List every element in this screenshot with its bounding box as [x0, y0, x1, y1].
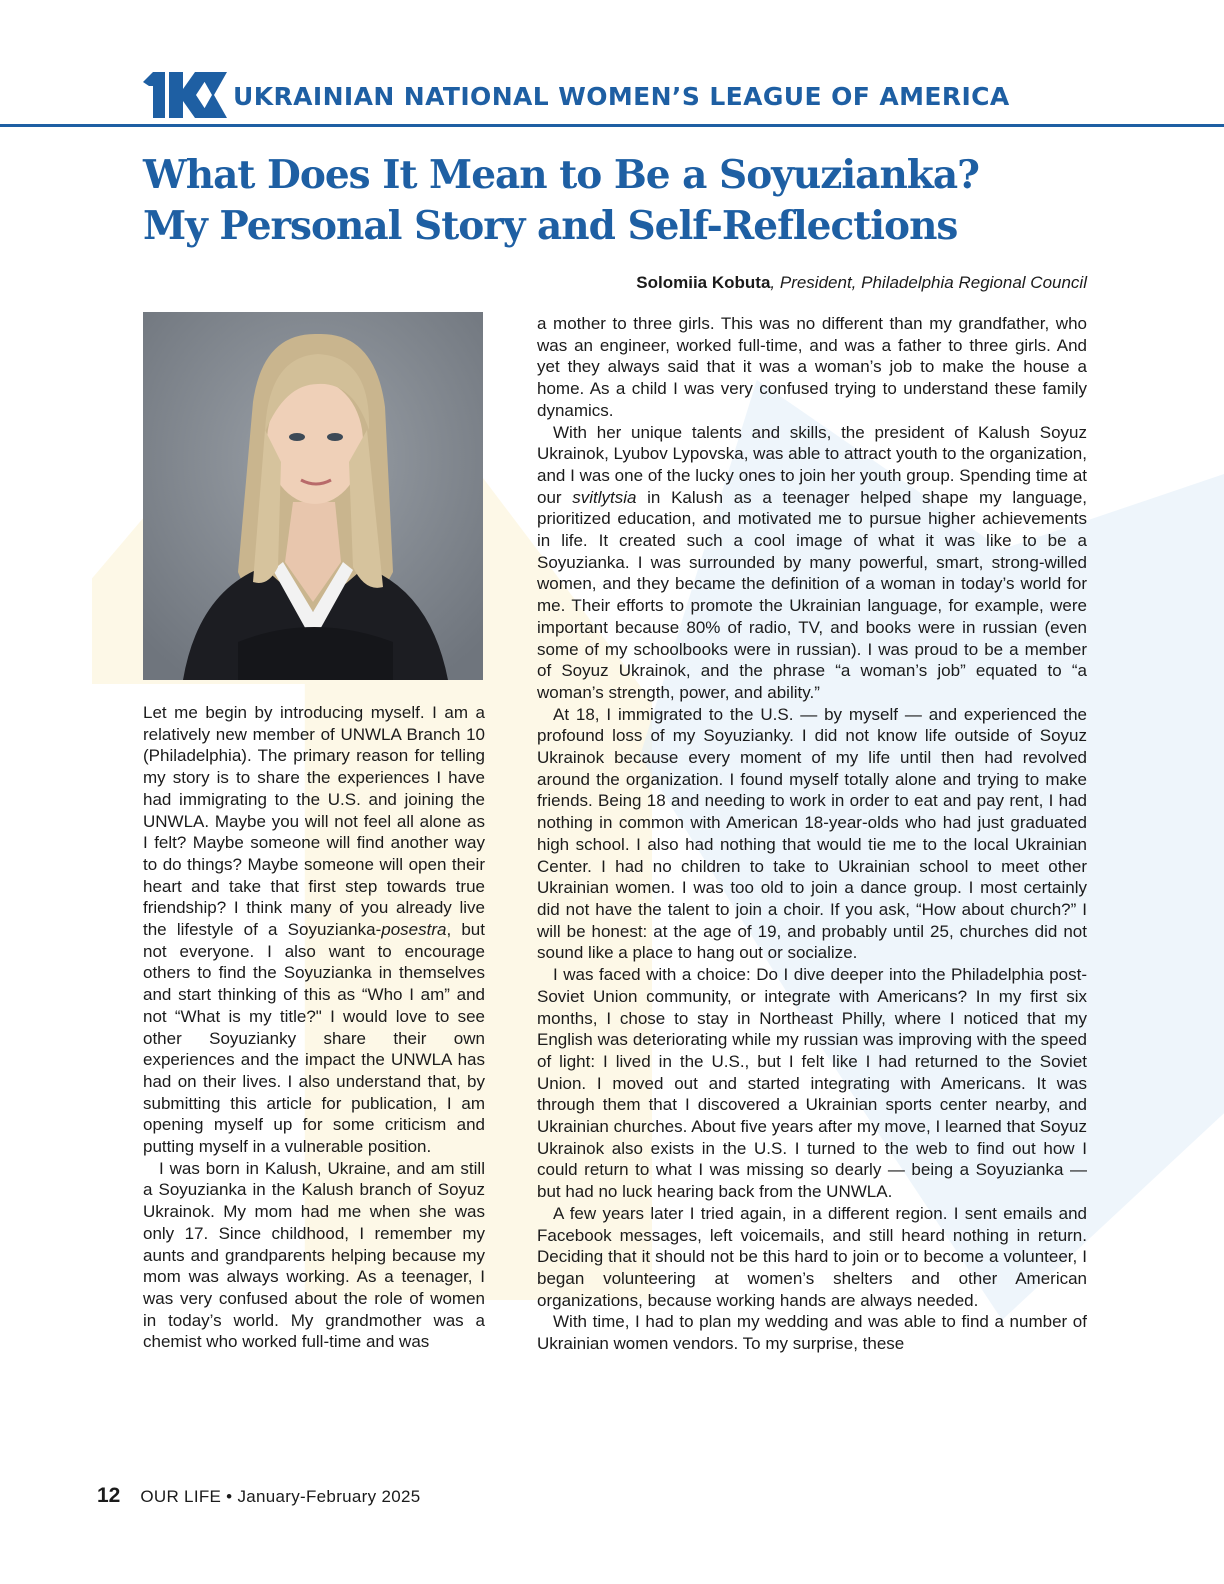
portrait-illustration [143, 312, 483, 680]
text-run: in Kalush as a teenager helped shape my language, prioritized education, and motivated me to pursue higher achievements in life. It created such a cool image of what it was like to be a Soyuzianka. I was surrounded by many powerful, smart, strong-willed women, and they became the definition of a woman in today’s world for me. Their efforts to promote the Ukrainian language, for example, were important because 80% of radio, TV, and books were in russian (even some of my schoolbooks were in russian). I was proud to be a member of Soyuz Ukrainok, and the phrase “a woman’s job” equated to “a woman’s strength, power, and ability.” [537, 487, 1088, 702]
author-role: , President, Philadelphia Regional Council [770, 273, 1087, 292]
page-footer [97, 1484, 420, 1508]
emphasis: posestra [381, 920, 447, 940]
unwla-logo-icon [143, 72, 227, 118]
emphasis: svitlytsia [572, 487, 637, 507]
article-title [143, 150, 1103, 252]
text-run: Let me begin by introducing myself. I am a relatively new member of UNWLA Branch 10 (Philadelphia). The primary reason for telling my story is to share the experiences I have had immigrating to the U.S. and joining the UNWLA. Maybe you will not feel all alone as I felt? Maybe someone will find another way to do things? Maybe someone will open their heart and take that first step towards true friendship? I think many of you already live the lifestyle of a Soyuzianka- [143, 703, 485, 940]
header-divider [0, 124, 1224, 127]
right-column [537, 313, 1087, 1355]
title-line-2: My Personal Story and Self-Reflections [143, 203, 958, 249]
author-portrait-photo [143, 312, 483, 680]
publication-info: OUR LIFE • January-February 2025 [140, 1487, 421, 1506]
author-name: Solomiia Kobuta [636, 273, 771, 292]
organization-name: UKRAINIAN NATIONAL WOMEN’S LEAGUE OF AMERICA [233, 82, 1010, 111]
paragraph: With time, I had to plan my wedding and was able to find a number of Ukrainian women vendors. To my surprise, these [537, 1312, 1087, 1354]
paragraph: a mother to three girls. This was no different than my grandfather, who was an engineer, worked full-time, and was a father to three girls. And yet they always said that it was a woman’s job to make the house a home. As a child I was very confused trying to understand these family dynamics. [537, 314, 1087, 420]
left-column [143, 702, 485, 1353]
masthead [0, 68, 1224, 128]
paragraph: I was faced with a choice: Do I dive deeper into the Philadelphia post-Soviet Union community, or integrate with Americans? In my first six months, I chose to stay in Northeast Philly, where I noticed that my English was deteriorating while my russian was improving with the speed of light: I lived in the U.S., but I felt like I had returned to the Soviet Union. I moved out and started integrating with Americans. It was through them that I discovered a Ukrainian sports center nearby, and Ukrainian churches. About five years after my move, I learned that Soyuz Ukrainok also exists in the U.S. I turned to the web to find out how I could return to what I was missing so dearly — being a Soyuzianka — but had no luck hearing back from the UNWLA. [537, 965, 1087, 1202]
text-run: With her unique talents and skills, the president of Kalush Soyuz Ukrainok, Lyubov Lypovska, was able to attract youth to the organization, and I was one of the lucky ones to join her youth group. Spending time at our [537, 422, 1087, 507]
paragraph: A few years later I tried again, in a different region. I sent emails and Facebook messages, left voicemails, and still heard nothing in return. Deciding that it should not be this hard to join or to become a volunteer, I began volunteering at women’s shelters and other American organizations, because working hands are always needed. [537, 1203, 1087, 1310]
title-line-1: What Does It Mean to Be a Soyuzianka? [143, 152, 979, 198]
paragraph: I was born in Kalush, Ukraine, and am still a Soyuzianka in the Kalush branch of Soyuz Ukrainok. My mom had me when she was only 17. Since childhood, I remember my aunts and grandparents helping because my mom was always working. As a teenager, I was very confused about the role of women in today’s world. My grandmother was a chemist who worked full-time and was [143, 1158, 485, 1352]
text-run: , but not everyone. I also want to encourage others to find the Soyuzianka in themselves and start thinking of this as “Who I am” and not “What is my title?" I would love to see other Soyuzianky share their own experiences and the impact the UNWLA has had on their lives. I also understand that, by submitting this article for publication, I am opening myself up for some criticism and putting myself in a vulnerable position. [143, 920, 485, 1157]
paragraph [143, 702, 485, 1158]
byline [636, 273, 1087, 293]
page-number: 12 [97, 1484, 121, 1507]
paragraph: At 18, I immigrated to the U.S. — by myself — and experienced the profound loss of my Soyuzianky. I did not know life outside of Soyuz Ukrainok because every moment of my life until then had revolved around the organization. I found myself totally alone and trying to make friends. Being 18 and needing to work in order to eat and pay rent, I had nothing in common with American 18-year-olds who had just graduated high school. I also had nothing that would tie me to the local Ukrainian Center. I had no children to take to Ukrainian school to meet other Ukrainian women. I was too old to join a dance group. I most certainly did not have the talent to join a choir. If you ask, “How about church?” I will be honest: at the age of 19, and probably until 25, churches did not sound like a place to hang out or socialize. [537, 704, 1087, 963]
paragraph [537, 422, 1087, 704]
